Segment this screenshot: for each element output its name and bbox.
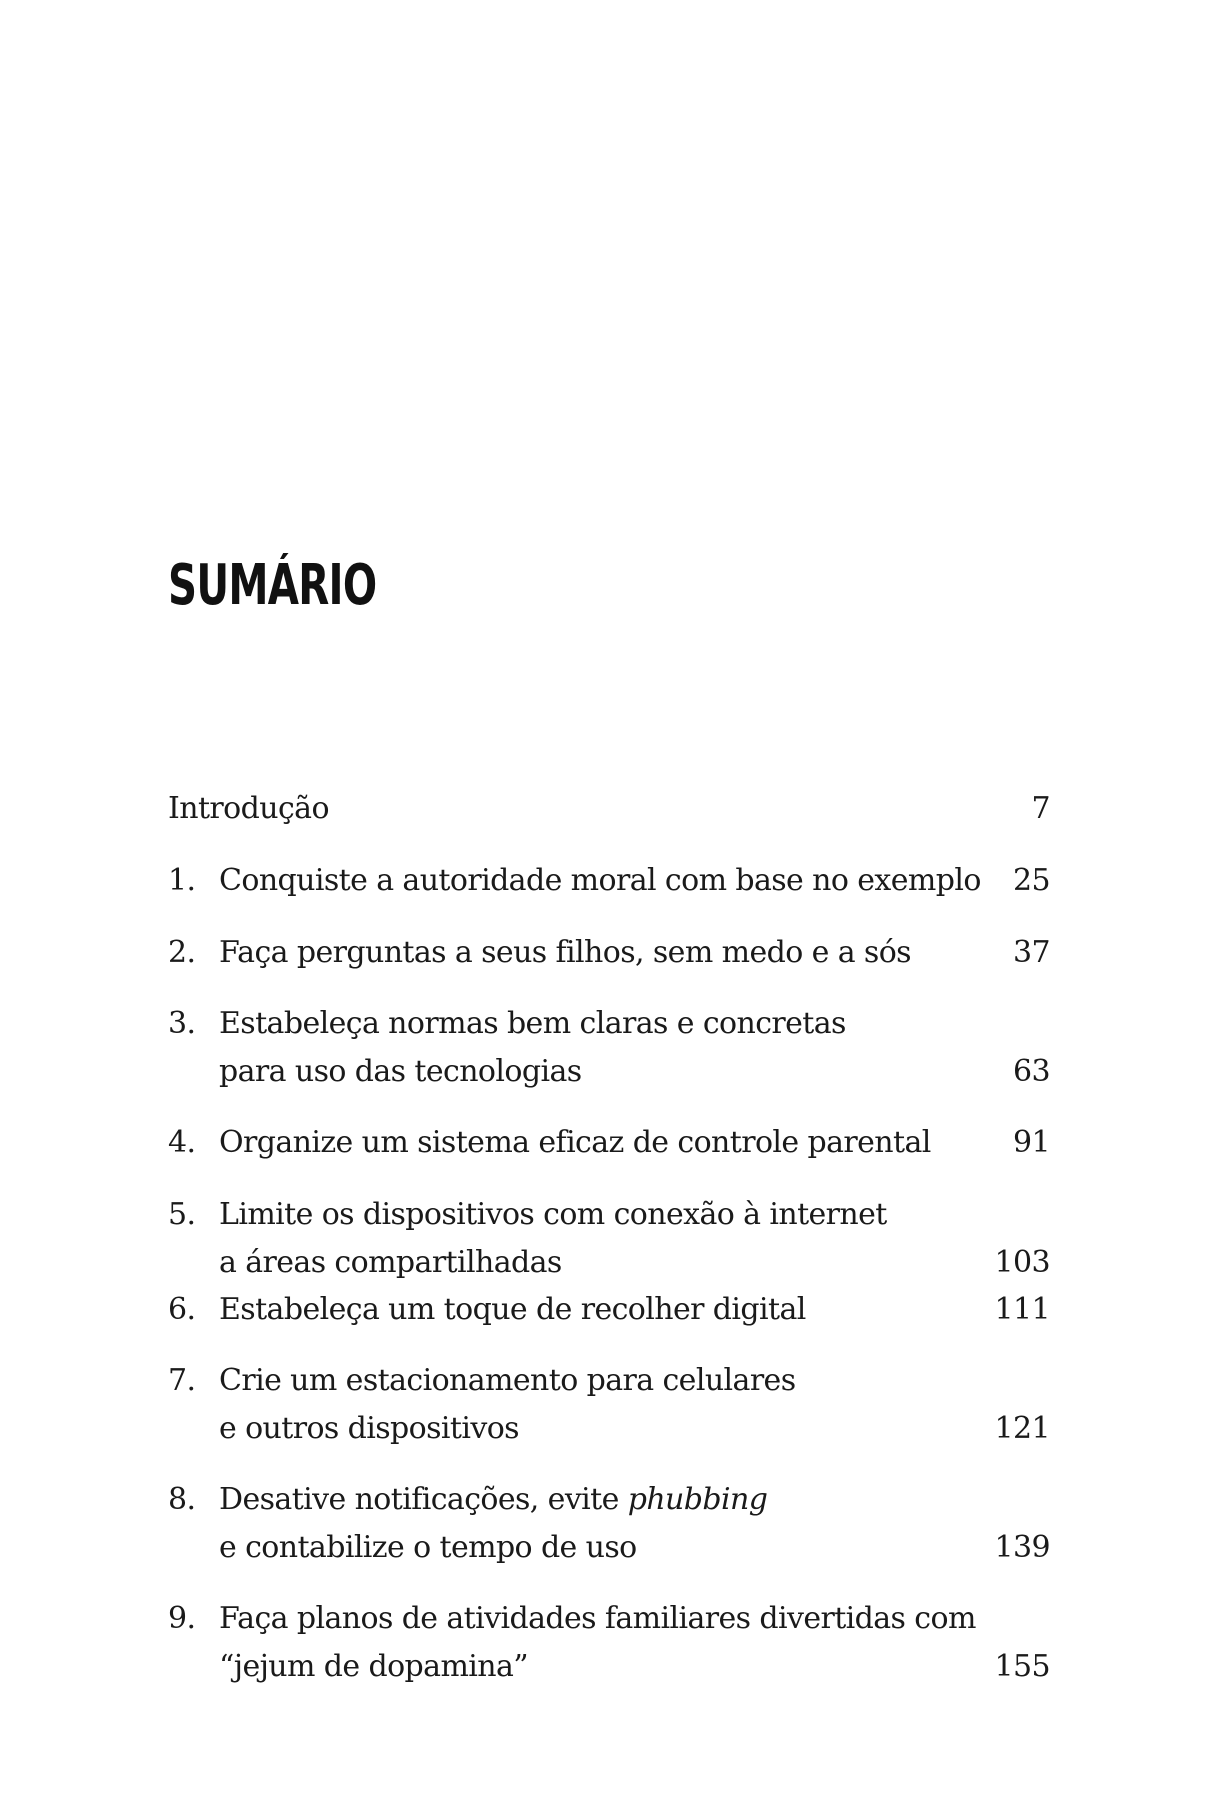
toc-chapter-number: 1. (168, 863, 196, 898)
toc-page-number: 37 (1013, 935, 1050, 970)
toc-entry-title-continuation: e contabilize o tempo de uso (219, 1530, 637, 1565)
toc-entry-title-continuation: “jejum de dopamina” (219, 1649, 529, 1684)
toc-entry-title (219, 1482, 767, 1517)
toc-entry-9 (168, 1595, 1050, 1691)
toc-chapter-number: 8. (168, 1482, 196, 1517)
toc-entry-title: Conquiste a autoridade moral com base no exemplo (219, 863, 981, 898)
toc-entry-title-continuation: a áreas compartilhadas (219, 1245, 562, 1280)
toc-page-number: 91 (1013, 1125, 1050, 1160)
toc-entry-introduction (168, 785, 1050, 833)
toc-entry-2 (168, 929, 1050, 977)
toc-entry-title: Crie um estacionamento para celulares (219, 1363, 796, 1398)
toc-entry-title-text: Desative notificações, evite (219, 1482, 628, 1517)
toc-entry-title: Organize um sistema eficaz de controle parental (219, 1125, 931, 1160)
toc-entry-title: Faça perguntas a seus filhos, sem medo e a sós (219, 935, 911, 970)
toc-chapter-number: 5. (168, 1197, 196, 1232)
toc-chapter-number: 9. (168, 1601, 196, 1636)
toc-chapter-number: 3. (168, 1006, 196, 1041)
toc-entry-5 (168, 1191, 1050, 1287)
toc-entry-8 (168, 1476, 1050, 1572)
toc-chapter-number: 4. (168, 1125, 196, 1160)
toc-entry-3 (168, 1000, 1050, 1096)
toc-chapter-number: 7. (168, 1363, 196, 1398)
toc-page-number: 25 (1013, 863, 1050, 898)
toc-chapter-number: 6. (168, 1292, 196, 1327)
toc-entry-title: Introdução (168, 791, 329, 826)
toc-page-number: 139 (994, 1530, 1050, 1565)
toc-entry-title-italic: phubbing (627, 1482, 768, 1517)
toc-entry-title: Limite os dispositivos com conexão à internet (219, 1197, 887, 1232)
toc-entry-title-continuation: e outros dispositivos (219, 1411, 519, 1446)
toc-entry-title: Estabeleça normas bem claras e concretas (219, 1006, 846, 1041)
toc-entry-7 (168, 1357, 1050, 1453)
toc-entry-title: Faça planos de atividades familiares divertidas com (219, 1601, 976, 1636)
toc-page-number: 155 (994, 1649, 1050, 1684)
toc-page-number: 121 (994, 1411, 1050, 1446)
toc-page-number: 7 (1031, 791, 1050, 826)
toc-entry-6 (168, 1286, 1050, 1334)
toc-page-number: 111 (994, 1292, 1050, 1327)
toc-entry-1 (168, 857, 1050, 905)
toc-entry-4 (168, 1119, 1050, 1167)
toc-page-number: 63 (1013, 1054, 1050, 1089)
toc-page-number: 103 (994, 1245, 1050, 1280)
page-title: SUMÁRIO (168, 553, 377, 618)
toc-chapter-number: 2. (168, 935, 196, 970)
toc-entry-title-continuation: para uso das tecnologias (219, 1054, 582, 1089)
toc-entry-title: Estabeleça um toque de recolher digital (219, 1292, 806, 1327)
